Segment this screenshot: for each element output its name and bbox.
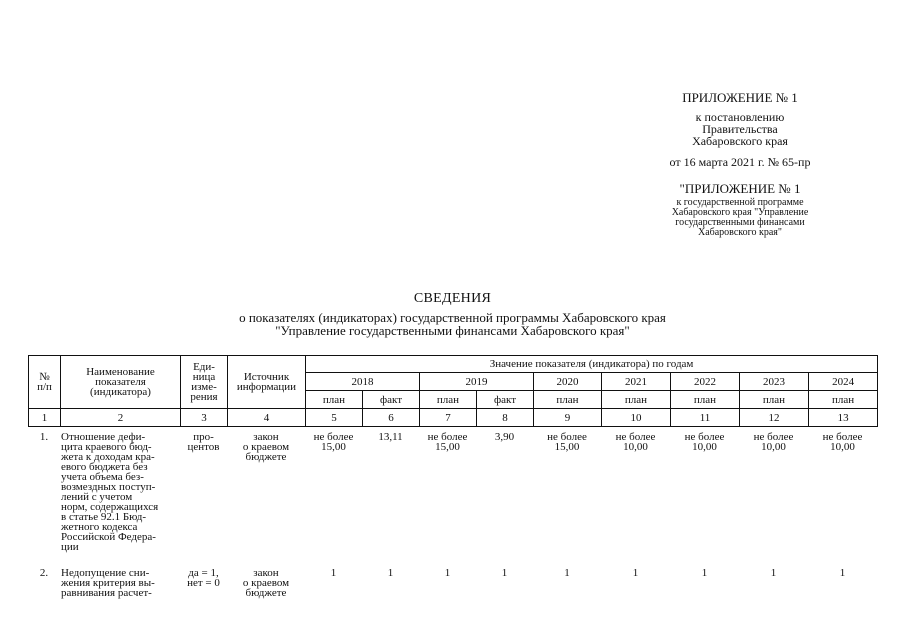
indicator-value: 1 [387,567,394,579]
indicator-value: не более 10,00 [753,431,794,453]
column-number: 7 [420,409,477,427]
column-number: 10 [602,409,671,427]
header-plan-fact: план [740,391,809,409]
document-subtitle [0,311,905,337]
indicator-value: 1 [839,567,846,579]
program-appendix-line: Хабаровского края" [698,227,782,238]
document-subtitle-line: о показателях (индикаторах) государственной программы Хабаровского края [239,310,666,325]
row-number: 1. [39,431,49,443]
indicator-name: Недопущение сни- жения критерия вы- равнивания расчет- [61,567,155,599]
appendix-reference [600,111,880,147]
program-appendix-line: государственными финансами [675,217,805,228]
header-year: 2022 [671,373,740,391]
indicator-value: 1 [701,567,708,579]
header-values-by-year: Значение показателя (индикатора) по годам [306,356,878,373]
header-plan-fact: план [534,391,602,409]
header-plan-fact: план [671,391,740,409]
header-year: 2018 [306,373,420,391]
column-number: 13 [809,409,878,427]
indicator-unit: про- центов [187,431,220,453]
indicator-value: не более 15,00 [427,431,468,453]
indicator-value: 1 [564,567,570,579]
indicator-source: закон о краевом бюджете [242,567,290,599]
header-plan-fact: факт [477,391,534,409]
appendix-reference-line: к постановлению [695,110,785,124]
column-number: 9 [534,409,602,427]
header-plan-fact: план [420,391,477,409]
indicator-value: 1 [770,567,777,579]
indicator-value: 1 [444,567,451,579]
indicator-value: не более 15,00 [547,431,587,453]
column-numbers-row [29,409,878,427]
header-year: 2024 [809,373,878,391]
header-year: 2023 [740,373,809,391]
header-plan-fact: план [809,391,878,409]
indicator-value: не более 15,00 [313,431,354,453]
column-number: 4 [228,409,306,427]
indicator-value: 1 [501,567,508,579]
column-number: 11 [671,409,740,427]
program-appendix-title: "ПРИЛОЖЕНИЕ № 1 [679,181,801,196]
column-number: 5 [306,409,363,427]
row-number: 2. [39,567,49,579]
document-subtitle-line: "Управление государственными финансами Хабаровского края" [275,323,630,338]
header-unit: Еди- ница изме- рения [181,356,228,409]
program-appendix-line: к государственной программе [676,197,804,208]
indicator-value: не более 10,00 [615,431,656,453]
appendix-title: ПРИЛОЖЕНИЕ № 1 [682,90,798,105]
indicator-source: закон о краевом бюджете [242,431,290,463]
column-number: 8 [477,409,534,427]
header-plan-fact: план [306,391,363,409]
header-indicator-name: Наименование показателя (индикатора) [61,356,181,409]
table-row [28,432,877,568]
column-number: 1 [29,409,61,427]
indicator-value: 1 [330,567,337,579]
header-plan-fact: факт [363,391,420,409]
program-appendix-reference [600,198,880,238]
header-number: № п/п [29,356,61,409]
header-year: 2020 [534,373,602,391]
header-source: Источник информации [228,356,306,409]
indicator-value: не более 10,00 [684,431,725,453]
indicator-value: 3,90 [494,431,515,443]
indicators-table-body [28,432,877,598]
appendix-date: от 16 марта 2021 г. № 65-пр [669,155,811,169]
indicator-value: 1 [632,567,639,579]
header-plan-fact: план [602,391,671,409]
header-year: 2021 [602,373,671,391]
indicator-unit: да = 1, нет = 0 [187,567,220,589]
column-number: 6 [363,409,420,427]
appendix-reference-line: Правительства [702,122,778,136]
indicators-table-header [28,355,878,427]
column-number: 2 [61,409,181,427]
column-number: 12 [740,409,809,427]
table-row [28,568,877,598]
appendix-reference-line: Хабаровского края [692,134,788,148]
document-title: СВЕДЕНИЯ [413,291,492,306]
indicator-value: не более 10,00 [822,431,863,453]
indicator-value: 13,11 [378,431,403,443]
header-year: 2019 [420,373,534,391]
column-number: 3 [181,409,228,427]
indicator-name: Отношение дефи- цита краевого бюд- жета к доходам кра- евого бюджета без учета объема без- возмездных поступ- лений с учетом норм, содержащихся в статье 92.1 Бюд- жетного кодекса Российской Федера- ции [61,431,159,553]
program-appendix-line: Хабаровского края "Управление [671,207,809,218]
